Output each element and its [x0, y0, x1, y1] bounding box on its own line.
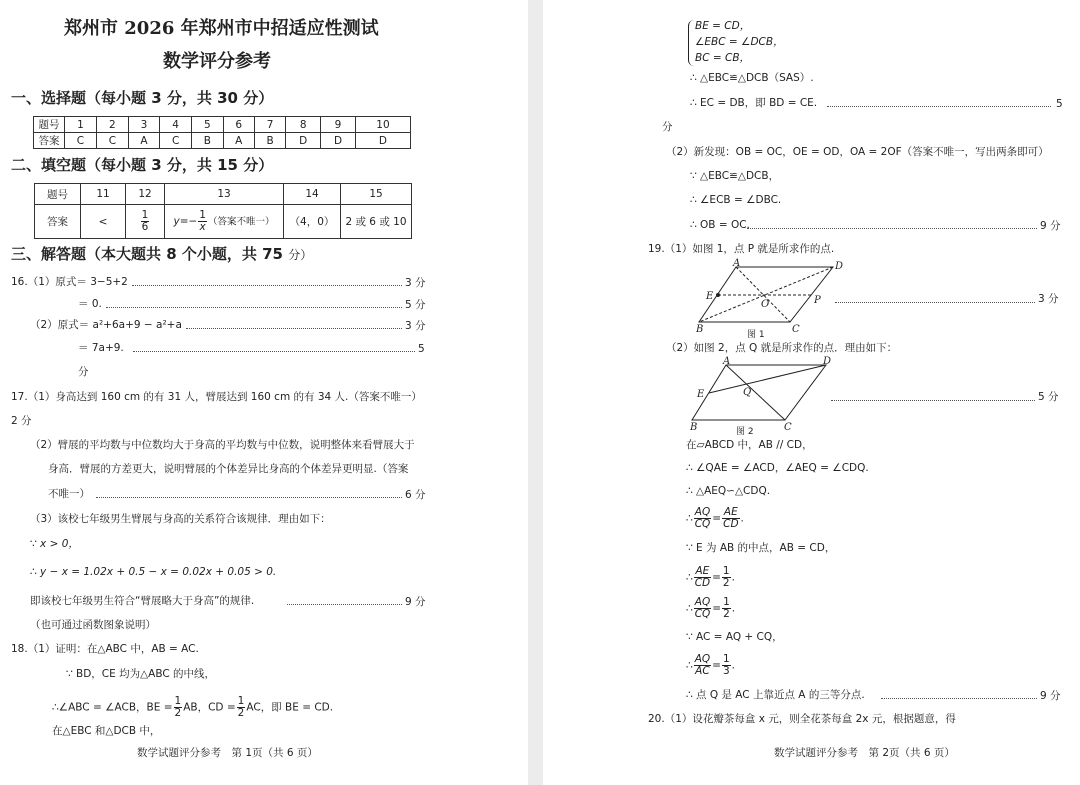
label-e: E: [697, 389, 705, 400]
answer-cell: C: [160, 133, 192, 149]
answer-cell: A: [128, 133, 159, 149]
figure-1: [693, 258, 843, 340]
fraction: $\frac{AE}{CD}$: [723, 506, 739, 530]
figure-2: [689, 355, 839, 437]
brace: [688, 20, 695, 66]
fraction-equation: ∴ $\frac{AQ}{AC}$ = $\frac{1}{3}$ .: [686, 653, 735, 677]
q17-line: 不唯一）: [48, 488, 90, 500]
answer-cell: C: [65, 133, 97, 149]
fraction: $\frac{AQ}{CQ}$: [694, 506, 711, 530]
label-d: D: [823, 356, 832, 367]
score: 3 分: [405, 277, 426, 289]
q19-line: 19.（1）如图 1，点 P 就是所求作的点.: [648, 243, 835, 255]
proof-line: ∴ OB = OC.: [690, 219, 750, 231]
q16-line: ＝ 0.: [78, 298, 102, 310]
proof-condition: BE = CD，: [695, 20, 751, 32]
q16-line: 16.（1）原式＝ 3−5+2: [11, 276, 128, 288]
proof-line: 在▱ABCD 中，AB // CD，: [686, 439, 813, 451]
figure-caption: 图 2: [736, 427, 754, 437]
answer-cell: C: [96, 133, 128, 149]
q16-line: （2）原式＝ a²+6a+9 − a²+a: [30, 319, 182, 331]
label-o: O: [761, 299, 770, 310]
fraction: $\frac{1}{3}$: [722, 653, 730, 677]
answer-label-cell: 答案: [34, 133, 65, 149]
header-cell: 13: [165, 184, 284, 205]
q17-line: 17.（1）身高达到 160 cm 的有 31 人，臂展达到 160 cm 的有 34 人.（答案不唯一）: [11, 391, 422, 403]
fraction-equation: ∴ $\frac{AE}{CD}$ = $\frac{1}{2}$ .: [686, 565, 735, 589]
page-footer: 数学试题评分参考 第 1页（共 6 页）: [137, 747, 318, 759]
proof-line: ∴ ∠QAE = ∠ACD，∠AEQ = ∠CDQ.: [686, 462, 869, 474]
proof-line: ∴ △AEQ∽△CDQ.: [686, 485, 771, 497]
q17-line: （3）该校七年级男生臂展与身高的关系符合该规律．理由如下：: [30, 513, 331, 525]
q18-line: ∵ BD，CE 均为△ABC 的中线，: [66, 668, 216, 680]
q19-line: （2）如图 2，点 Q 就是所求作的点．理由如下：: [666, 342, 898, 354]
label-p: P: [814, 295, 821, 306]
page-gap: [528, 0, 543, 785]
header-cell: 9: [321, 117, 356, 133]
label-c: C: [784, 422, 792, 433]
fill-blank-table: [34, 183, 412, 239]
header-cell: 5: [192, 117, 223, 133]
leader-dots: [186, 328, 402, 329]
header-cell: 10: [355, 117, 410, 133]
answer-cell: A: [223, 133, 254, 149]
q18-line: ∴∠ABC = ∠ACB，BE = $\frac{1}{2}$ AB，CD = $\frac{1}{2}$ AC，即 BE = CD.: [52, 695, 334, 719]
answer-cell: D: [355, 133, 410, 149]
fraction: $\frac{AQ}{AC}$: [694, 653, 711, 677]
exam-title: 郑州市 2026 年郑州市中招适应性测试: [64, 18, 379, 39]
leader-dots: [827, 106, 1051, 107]
answer-cell: （4，0）: [284, 205, 341, 239]
leader-dots: [96, 497, 402, 498]
page-1: [0, 0, 528, 785]
q17-line: 即该校七年级男生符合“臂展略大于身高”的规律.: [30, 595, 255, 607]
label-b: B: [690, 422, 698, 433]
answer-cell: D: [286, 133, 321, 149]
score: 5 分: [405, 299, 426, 311]
leader-dots: [881, 698, 1037, 699]
fraction: $\frac{1}{2}$: [237, 695, 245, 719]
q16-line: ＝ 7a+9.: [78, 342, 124, 354]
proof-line: ∴ EC = DB，即 BD = CE.: [690, 97, 818, 109]
doc-subtitle: 数学评分参考: [163, 51, 271, 72]
label-b: B: [696, 324, 704, 335]
q18-line: 在△EBC 和△DCB 中，: [52, 725, 161, 737]
label-e: E: [706, 291, 714, 302]
proof-line: ∴ ∠ECB = ∠DBC.: [690, 194, 782, 206]
q17-line: ∵ x > 0，: [30, 538, 79, 550]
fraction-equation: ∴ $\frac{AQ}{CQ}$ = $\frac{AE}{CD}$ .: [686, 506, 744, 530]
leader-dots: [106, 307, 402, 308]
proof-line: ∴ △EBC≌△DCB（SAS）.: [690, 72, 814, 84]
page-2: [543, 0, 1080, 785]
header-cell: 8: [286, 117, 321, 133]
score: 9 分: [1040, 690, 1061, 702]
section-1-heading: 一、选择题（每小题 3 分，共 30 分）: [11, 89, 274, 107]
score: 5: [1056, 98, 1063, 110]
header-cell: 4: [160, 117, 192, 133]
header-cell: 15: [341, 184, 412, 205]
proof-line: ∴ 点 Q 是 AC 上靠近点 A 的三等分点.: [686, 689, 865, 701]
fraction-equation: ∴ $\frac{AQ}{CQ}$ = $\frac{1}{2}$ .: [686, 596, 736, 620]
label-d: D: [835, 261, 843, 272]
header-cell: 14: [284, 184, 341, 205]
answer-cell: D: [321, 133, 356, 149]
fraction: $\frac{1}{x}$: [199, 209, 206, 233]
score: 9 分: [405, 596, 426, 608]
answer-cell: y=− $\frac{1}{x}$ （答案不唯一）: [165, 205, 284, 239]
section-3-heading: 三、解答题（本大题共 8 个小题，共 75 分）: [11, 245, 313, 263]
label-c: C: [792, 324, 800, 335]
answer-cell: B: [254, 133, 285, 149]
proof-condition: BC = CB，: [695, 52, 751, 64]
q17-line: ∴ y − x = 1.02x + 0.5 − x = 0.02x + 0.05 > 0.: [30, 566, 277, 578]
fraction: $\frac{1}{2}$: [722, 565, 730, 589]
proof-line: （2）新发现：OB = OC，OE = OD，OA = 2OF（答案不唯一，写出两条即可）: [666, 146, 1049, 158]
leader-dots: [747, 228, 1037, 229]
header-cell: 3: [128, 117, 159, 133]
header-cell: 题号: [35, 184, 81, 205]
fraction: $\frac{1}{2}$: [723, 596, 730, 620]
answer-cell: [126, 205, 165, 239]
fraction: $\frac{1}{2}$: [174, 695, 182, 719]
score: 2 分: [11, 415, 32, 427]
score-unit: 分: [78, 366, 89, 378]
q17-line: （2）臂展的平均数与中位数均大于身高的平均数与中位数，说明整体来看臂展大于: [30, 439, 415, 451]
answer-cell: 2 或 6 或 10: [341, 205, 412, 239]
page-footer: 数学试题评分参考 第 2页（共 6 页）: [774, 747, 955, 759]
score: 9 分: [1040, 220, 1061, 232]
score: 6 分: [405, 489, 426, 501]
leader-dots: [132, 285, 402, 286]
label-a: A: [733, 258, 741, 269]
header-cell: 12: [126, 184, 165, 205]
multiple-choice-table: [33, 116, 411, 149]
answer-cell: B: [192, 133, 223, 149]
q20-line: 20.（1）设花瓣茶每盒 x 元，则全花茶每盒 2x 元，根据题意，得: [648, 713, 956, 725]
figure-caption: 图 1: [747, 330, 765, 340]
label-a: A: [723, 356, 731, 367]
diagonal-ac: [726, 365, 785, 420]
q17-note: （也可通过函数图象说明）: [30, 619, 156, 631]
section-2-heading: 二、填空题（每小题 3 分，共 15 分）: [11, 156, 274, 174]
header-cell: 1: [65, 117, 97, 133]
fraction: $\frac{AE}{CD}$: [694, 565, 711, 589]
header-cell: 6: [223, 117, 254, 133]
proof-line: ∵ △EBC≌△DCB，: [690, 170, 780, 182]
fraction: $\frac{1}{6}$: [141, 209, 149, 233]
leader-dots: [835, 302, 1035, 303]
answer-label-cell: 答案: [35, 205, 81, 239]
header-cell: 2: [96, 117, 128, 133]
score-unit: 分: [662, 121, 673, 133]
q17-line: 身高．臂展的方差更大，说明臂展的个体差异比身高的个体差异更明显.（答案: [48, 463, 409, 475]
leader-dots: [287, 604, 402, 605]
score: 5 分: [1038, 391, 1059, 403]
score: 3 分: [1038, 293, 1059, 305]
score: 5: [418, 343, 425, 355]
label-q: Q: [743, 387, 752, 398]
proof-condition: ∠EBC = ∠DCB，: [695, 36, 784, 48]
fraction: $\frac{AQ}{CQ}$: [694, 596, 711, 620]
header-cell: 11: [81, 184, 126, 205]
q18-line: 18.（1）证明：在△ABC 中，AB = AC.: [11, 643, 199, 655]
proof-line: ∵ E 为 AB 的中点，AB = CD，: [686, 542, 836, 554]
leader-dots: [133, 351, 415, 352]
point-e: [716, 293, 720, 297]
answer-cell: <: [81, 205, 126, 239]
proof-line: ∵ AC = AQ + CQ，: [686, 631, 783, 643]
score: 3 分: [405, 320, 426, 332]
header-cell: 题号: [34, 117, 65, 133]
leader-dots: [831, 400, 1035, 401]
header-cell: 7: [254, 117, 285, 133]
